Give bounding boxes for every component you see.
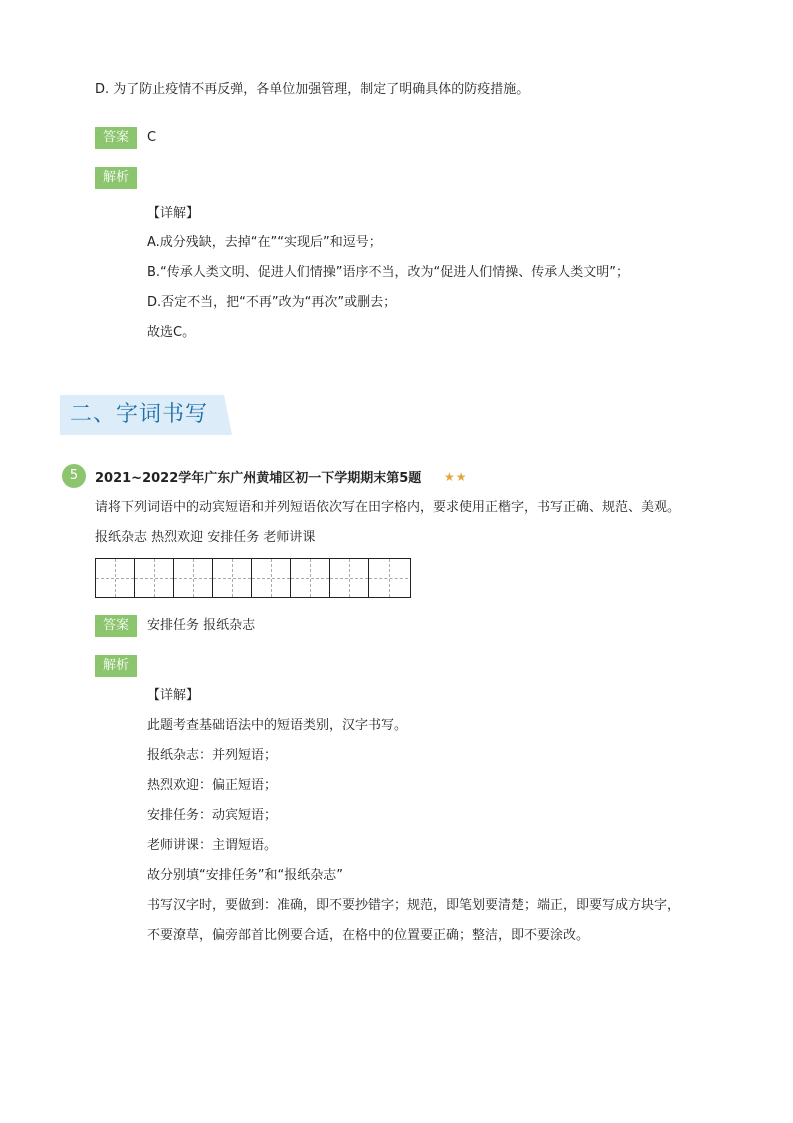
detail-line: 故选C。 <box>147 325 196 340</box>
grid-cell[interactable] <box>213 559 252 597</box>
section-title: 二、字词书写 <box>70 402 209 427</box>
question-number-badge: 5 <box>62 464 86 488</box>
grid-cell[interactable] <box>369 559 408 597</box>
grid-cell[interactable] <box>252 559 291 597</box>
grid-cell[interactable] <box>291 559 330 597</box>
section-banner <box>60 395 232 435</box>
grid-cell[interactable] <box>330 559 369 597</box>
analysis-tag: 解析 <box>95 167 137 189</box>
grid-cell[interactable] <box>135 559 174 597</box>
detail-line: 【详解】 <box>147 688 200 703</box>
detail-line: 安排任务：动宾短语； <box>147 808 278 823</box>
question-words: 报纸杂志 热烈欢迎 安排任务 老师讲课 <box>95 530 316 545</box>
detail-line: 故分别填“安排任务”和“报纸杂志” <box>147 868 343 883</box>
option-d-text: D. 为了防止疫情不再反弹，各单位加强管理，制定了明确具体的防疫措施。 <box>95 82 530 97</box>
detail-line: 此题考查基础语法中的短语类别，汉字书写。 <box>147 718 408 733</box>
answer-tag: 答案 <box>95 615 137 637</box>
tianzige-grid[interactable] <box>95 558 411 598</box>
grid-cell[interactable] <box>174 559 213 597</box>
detail-line: B.“传承人类文明、促进人们情操”语序不当，改为“促进人们情操、传承人类文明”； <box>147 265 629 280</box>
difficulty-stars: ★★ <box>444 470 468 484</box>
answer-value: 安排任务 报纸杂志 <box>147 618 256 633</box>
detail-line: 不要潦草，偏旁部首比例要合适，在格中的位置要正确；整洁，即不要涂改。 <box>147 928 590 943</box>
grid-cell[interactable] <box>96 559 135 597</box>
detail-line: 报纸杂志：并列短语； <box>147 748 278 763</box>
question-stem: 请将下列词语中的动宾短语和并列短语依次写在田字格内，要求使用正楷字，书写正确、规范、美观。 <box>95 500 681 515</box>
detail-line: 书写汉字时，要做到：准确，即不要抄错字；规范，即笔划要清楚；端正，即要写成方块字， <box>147 898 681 913</box>
detail-line: 热烈欢迎：偏正短语； <box>147 778 278 793</box>
detail-line: D.否定不当，把“不再”改为“再次”或删去； <box>147 295 397 310</box>
detail-line: 老师讲课：主谓短语。 <box>147 838 278 853</box>
analysis-tag: 解析 <box>95 655 137 677</box>
detail-line: 【详解】 <box>147 206 200 221</box>
answer-value: C <box>147 130 157 145</box>
answer-tag: 答案 <box>95 127 137 149</box>
question-source: 2021~2022学年广东广州黄埔区初一下学期期末第5题 <box>95 471 422 486</box>
detail-line: A.成分残缺，去掉“在”“实现后”和逗号； <box>147 235 382 250</box>
